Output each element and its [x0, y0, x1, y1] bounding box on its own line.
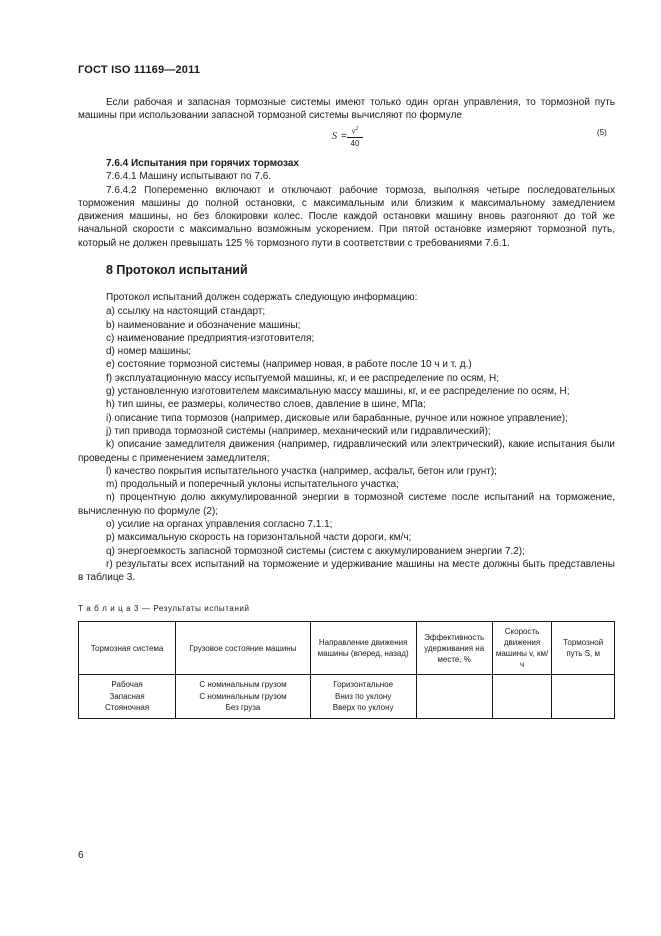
list-item: m) продольный и поперечный уклоны испытательного участка;	[106, 479, 399, 491]
section-8-title: 8 Протокол испытаний	[106, 263, 248, 277]
section-7-6-4-1: 7.6.4.1 Машину испытывают по 7.6.	[106, 171, 272, 183]
list-item: l) качество покрытия испытательного участка (например, асфальт, бетон или грунт);	[106, 465, 497, 477]
header-cell: Направление движения машины (вперед, назад)	[310, 622, 416, 675]
table-header-row	[79, 622, 615, 675]
table-row	[79, 675, 615, 719]
cell-value: Запасная	[109, 691, 145, 701]
cell-value: Вниз по уклону	[334, 691, 392, 701]
formula-number: (5)	[597, 128, 607, 137]
cell-value: Горизонтальное	[333, 680, 394, 689]
header-cell: Эффективность удерживания на месте, %	[416, 622, 492, 675]
formula-numerator-exp: 2	[355, 126, 359, 132]
section-7-6-4-title: 7.6.4 Испытания при горячих тормозах	[106, 158, 299, 169]
formula-fraction	[347, 124, 363, 149]
intro-paragraph	[78, 96, 615, 123]
cell-holding-efficiency	[416, 675, 492, 719]
list-item: c) наименование предприятия-изготовителя;	[106, 332, 315, 344]
list-item: f) эксплуатационную массу испытуемой машины, кг, и ее распределение по осям, Н;	[106, 372, 499, 384]
list-item: q) энергоемкость запасной тормозной системы (систем с аккумулированием энергии 7.2);	[106, 545, 525, 557]
formula-denominator: 40	[350, 138, 360, 148]
standard-header: ГОСТ ISO 11169—2011	[78, 64, 201, 76]
cell-value: С номинальным грузом	[199, 680, 287, 689]
formula-numerator	[347, 124, 363, 138]
section-8-list	[78, 291, 615, 585]
list-item: o) усилие на органах управления согласно 7.1.1;	[106, 519, 333, 531]
results-table	[78, 621, 615, 719]
section-7-6-4	[78, 157, 615, 250]
cell-value: Рабочая	[111, 680, 143, 689]
list-item: p) максимальную скорость на горизонтальной части дороги, км/ч;	[106, 532, 412, 544]
list-item: i) описание типа тормозов (например, дисковые или барабанные, ручное или ножное управление);	[106, 412, 568, 424]
cell-value: Вверх по уклону	[332, 703, 394, 712]
list-item: a) ссылку на настоящий стандарт;	[106, 306, 266, 318]
formula-numerator-var: v	[351, 126, 356, 136]
cell-value: Стояночная	[104, 703, 150, 712]
cell-brake-system	[79, 675, 176, 719]
cell-speed	[492, 675, 552, 719]
list-item: j) тип привода тормозной системы (например, механический или гидравлический);	[106, 425, 491, 437]
formula-lhs: S	[332, 131, 337, 142]
list-item: h) тип шины, ее размеры, количество слоев, давление в шине, МПа;	[106, 399, 426, 411]
formula-equals: =	[341, 131, 347, 142]
header-cell: Тормозной путь S, м	[552, 622, 615, 675]
list-item: g) установленную изготовителем максимальную массу машины, кг, и ее распределение по осям, Н;	[106, 386, 570, 398]
list-item: n) процентную долю аккумулированной энергии в тормозной системе после испытаний на торможение, вычисленную по формуле (2);	[78, 492, 615, 517]
list-item: b) наименование и обозначение машины;	[106, 319, 301, 331]
list-item: k) описание замедлителя движения (например, гидравлический или электрический), какие испытания были проведены с применением замедлителя;	[78, 439, 615, 464]
intro-text: Если рабочая и запасная тормозные системы имеют только один орган управления, то тормозной путь машины при использовании запасной тормозной системы вычисляют по формуле	[78, 97, 615, 122]
header-cell: Грузовое состояние машины	[176, 622, 311, 675]
cell-direction	[310, 675, 416, 719]
list-item: e) состояние тормозной системы (например новая, в работе после 10 ч и т. д.)	[106, 359, 472, 371]
cell-load-state	[176, 675, 311, 719]
list-item: d) номер машины;	[106, 346, 192, 358]
cell-value: Без груза	[225, 703, 261, 712]
section-8-lead: Протокол испытаний должен содержать следующую информацию:	[106, 292, 418, 303]
list-item: r) результаты всех испытаний на торможение и удерживание машины на месте должны быть представлены в таблице 3.	[78, 558, 615, 584]
header-cell: Тормозная система	[79, 622, 176, 675]
cell-value: С номинальным грузом	[199, 691, 287, 701]
page-number: 6	[78, 850, 84, 861]
cell-braking-distance	[552, 675, 615, 719]
header-cell: Скорость движения машины v, км/ч	[492, 622, 552, 675]
table-caption: Т а б л и ц а 3 — Результаты испытаний	[78, 604, 250, 613]
section-7-6-4-2: 7.6.4.2 Попеременно включают и отключают рабочие тормоза, выполняя четыре последовательных торможения машины до полной остановки, с максимальным или близким к максимальному замедлением движения машины, но без блокировки колес. После каждой остановки машину вновь разгоняют до той же начальной скорости с максимально возможным ускорением. При пятой остановке измеряют тормозной путь, который не должен превышать 125 % тормозного пути в соответствии с требованиями 7.6.1.	[78, 184, 615, 249]
